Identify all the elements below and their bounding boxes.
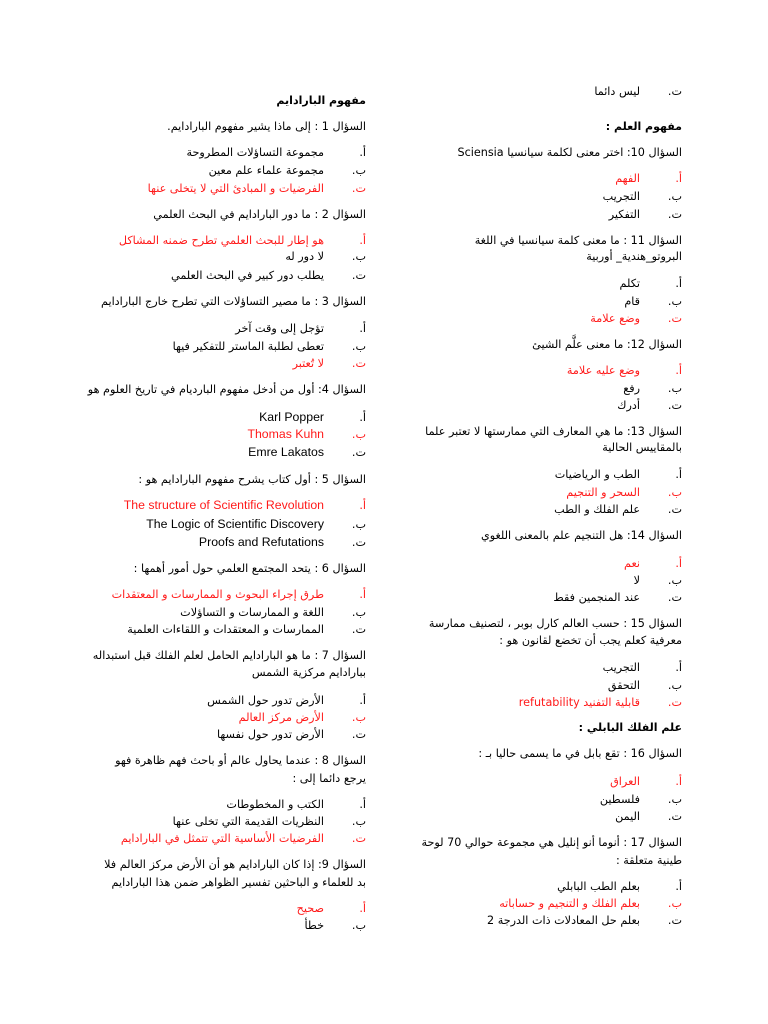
option-letter: أ.	[675, 880, 682, 893]
question-text: السؤال 17 : أنوما أنو إنليل هي مجموعة حوالي 70 لوحة	[421, 836, 682, 849]
answer-option-correct	[615, 171, 682, 186]
answer-option	[235, 321, 366, 336]
answer-option-correct	[499, 896, 682, 911]
answer-option	[285, 249, 366, 264]
answer-option-correct	[121, 831, 366, 846]
answer-option	[600, 792, 682, 807]
question-text: السؤال 9: إذا كان البارادايم هو أن الأرض مركز العالم فلا	[104, 858, 366, 871]
answer-option-correct	[293, 356, 366, 371]
option-letter: أ.	[675, 364, 682, 377]
question-text: السؤال 8 : عندما يحاول عالم أو باحث فهم ظاهرة فهو	[115, 754, 366, 767]
option-text: وضع عليه علامة	[566, 364, 640, 377]
option-letter: أ.	[675, 775, 682, 788]
option-letter: ب.	[351, 164, 366, 177]
option-text: لا تُعتبر	[292, 357, 324, 370]
option-text: Thomas Kuhn	[247, 427, 324, 441]
question-text: السؤال 5 : أول كتاب يشرح مفهوم البارادايم هو :	[138, 473, 366, 486]
option-text: مجموعة التساؤلات المطروحة	[186, 146, 324, 159]
answer-option	[608, 678, 682, 693]
option-text: مجموعة علماء علم معين	[208, 164, 324, 177]
option-letter: ب.	[667, 382, 682, 395]
option-letter: ت.	[667, 399, 682, 412]
option-text: التفكير	[608, 208, 640, 221]
question-text: البروتو_هندية_ أوربية	[586, 250, 682, 263]
answer-option	[259, 410, 366, 425]
option-letter: أ.	[675, 277, 682, 290]
option-letter: أ.	[359, 322, 366, 335]
answer-option-correct	[112, 587, 366, 602]
answer-option	[623, 381, 682, 396]
option-letter: أ.	[359, 234, 366, 247]
question-text: السؤال 12: ما معنى علَّم الشيئ	[532, 338, 682, 351]
option-letter: ب.	[351, 815, 366, 828]
option-text: الأرض تدور حول الشمس	[207, 694, 324, 707]
question-text: بد للعلماء و الباحثين تفسير الظواهر ضمن هذا البارادايم	[111, 876, 366, 889]
answer-option	[173, 339, 366, 354]
option-text: هو إطار للبحث العلمي تطرح ضمنه المشاكل	[118, 234, 324, 247]
answer-option	[594, 84, 682, 99]
option-letter: ب.	[667, 574, 682, 587]
option-text: ليس دائما	[594, 85, 640, 98]
option-letter: أ.	[359, 798, 366, 811]
option-text: بعلم الفلك و التنجيم و حساباته	[499, 897, 640, 910]
option-text: Emre Lakatos	[248, 445, 324, 459]
question-text: السؤال 15 : حسب العالم كارل بوبر ، لتصنيف ممارسة	[428, 617, 682, 630]
option-letter: ت.	[667, 503, 682, 516]
option-text: الأرض مركز العالم	[238, 711, 324, 724]
option-text: أدرك	[617, 399, 640, 412]
option-letter: ب.	[667, 679, 682, 692]
option-letter: ب.	[351, 606, 366, 619]
answer-option	[624, 294, 682, 309]
option-text: السحر و التنجيم	[566, 486, 640, 499]
option-text: نعم	[624, 557, 640, 570]
option-text: بعلم حل المعادلات ذات الدرجة 2	[487, 914, 640, 927]
option-letter: ت.	[667, 312, 682, 325]
option-letter: أ.	[359, 588, 366, 601]
option-text: قام	[624, 295, 640, 308]
option-text: خطأ	[304, 919, 324, 932]
option-text: يطلب دور كبير في البحث العلمي	[171, 269, 324, 282]
answer-option	[603, 189, 682, 204]
option-text: اللغة و الممارسات و التساؤلات	[180, 606, 324, 619]
answer-option	[304, 918, 366, 933]
answer-option	[171, 268, 366, 283]
answer-option-correct	[567, 363, 682, 378]
option-letter: ب.	[667, 897, 682, 910]
question-text: السؤال 3 : ما مصير التساؤلات التي تطرح خارج البارادايم	[101, 295, 366, 308]
question-text: السؤال 2 : ما دور البارادايم في البحث العلمي	[153, 208, 366, 221]
option-letter: أ.	[359, 694, 366, 707]
answer-option	[187, 145, 367, 160]
answer-option	[248, 445, 366, 460]
option-text: علم الفلك و الطب	[554, 503, 640, 516]
answer-option	[207, 693, 366, 708]
answer-option-correct	[247, 427, 366, 442]
option-letter: ت.	[667, 914, 682, 927]
option-letter: ب.	[667, 295, 682, 308]
option-letter: ب.	[667, 486, 682, 499]
option-letter: أ.	[675, 468, 682, 481]
answer-option	[553, 590, 682, 605]
option-text: The Logic of Scientific Discovery	[146, 517, 324, 531]
option-letter: ت.	[351, 832, 366, 845]
answer-option-correct	[610, 774, 682, 789]
answer-option	[226, 797, 366, 812]
option-letter: ب.	[667, 793, 682, 806]
option-text: الطب و الرياضيات	[554, 468, 640, 481]
answer-option-correct	[519, 695, 682, 710]
answer-option	[199, 535, 366, 550]
option-letter: ت.	[351, 357, 366, 370]
option-text: اليمن	[615, 810, 640, 823]
question-text: السؤال 14: هل التنجيم علم بالمعنى اللغوي	[480, 529, 682, 542]
option-letter: ت.	[351, 269, 366, 282]
question-text: السؤال 11 : ما معنى كلمة سيانسيا في اللغة	[474, 234, 682, 247]
option-letter: أ.	[359, 411, 366, 424]
option-letter: ت.	[351, 728, 366, 741]
question-text: طينية متعلقة :	[615, 854, 682, 867]
option-letter: ب.	[667, 190, 682, 203]
option-text: بعلم الطب البابلي	[557, 880, 640, 893]
answer-option	[620, 276, 682, 291]
option-letter: ب.	[351, 428, 366, 441]
option-text: فلسطين	[599, 793, 640, 806]
option-letter: ب.	[351, 250, 366, 263]
option-letter: ت.	[351, 536, 366, 549]
question-text: السؤال 6 : يتحد المجتمع العلمي حول أمور أهمها :	[133, 562, 366, 575]
option-letter: ت.	[351, 446, 366, 459]
option-text: الكتب و المخطوطات	[226, 798, 324, 811]
option-letter: ب.	[351, 919, 366, 932]
option-letter: ب.	[351, 711, 366, 724]
option-letter: أ.	[359, 499, 366, 512]
answer-option	[180, 605, 366, 620]
option-text: النظريات القديمة التي تخلى عنها	[172, 815, 324, 828]
option-text: الفرضيات الأساسية التي تتمثل في البارادايم	[120, 832, 324, 845]
option-text: وضع علامة	[590, 312, 640, 325]
option-text: تكلم	[619, 277, 640, 290]
option-text: الأرض تدور حول نفسها	[216, 728, 324, 741]
answer-option	[173, 814, 366, 829]
option-letter: ت.	[667, 85, 682, 98]
section-heading: مفهوم البارادايم	[276, 94, 366, 107]
option-text: لا	[633, 574, 640, 587]
answer-option-correct	[297, 901, 366, 916]
option-text: العراق	[610, 775, 640, 788]
option-text: عند المنجمين فقط	[553, 591, 640, 604]
option-letter: ت.	[351, 623, 366, 636]
option-letter: ب.	[351, 518, 366, 531]
question-text: السؤال 13: ما هي المعارف التي ممارستها لا تعتبر علما	[425, 425, 682, 438]
option-text: لا دور له	[285, 250, 324, 263]
option-letter: ت.	[667, 696, 682, 709]
option-letter: ب.	[351, 340, 366, 353]
option-letter: ت.	[667, 810, 682, 823]
answer-option	[127, 622, 366, 637]
question-text: السؤال 1 : إلى ماذا يشير مفهوم البارادايم.	[167, 120, 366, 133]
option-letter: ت.	[351, 182, 366, 195]
answer-option-correct	[590, 311, 682, 326]
question-text: السؤال 16 : تقع بابل في ما يسمى حاليا بـ :	[478, 747, 682, 760]
question-text: بالمقاييس الحالية	[602, 441, 682, 454]
option-letter: أ.	[359, 902, 366, 915]
answer-option	[634, 573, 682, 588]
answer-option	[557, 879, 682, 894]
answer-option	[555, 467, 682, 482]
question-text: ببارادايم مركزية الشمس	[251, 666, 366, 679]
option-text: الفرضيات و المبادئ التي لا يتخلى عنها	[147, 182, 324, 195]
option-text: صحيح	[296, 902, 324, 915]
option-text: الفهم	[615, 172, 640, 185]
option-text: Karl Popper	[259, 410, 324, 424]
option-text: الممارسات و المعتقدات و اللقاءات العلمية	[127, 623, 324, 636]
answer-option	[146, 517, 366, 532]
option-text: التحقق	[607, 679, 640, 692]
answer-option	[609, 207, 682, 222]
answer-option	[615, 809, 682, 824]
question-text: يرجع دائما إلى :	[292, 772, 366, 785]
answer-option	[487, 913, 682, 928]
option-letter: ت.	[667, 591, 682, 604]
question-text: معرفية كعلم يجب أن تخضع لقانون هو :	[499, 634, 682, 647]
option-text: تعطى لطلبة الماستر للتفكير فيها	[172, 340, 324, 353]
answer-option	[617, 398, 682, 413]
answer-option	[209, 163, 366, 178]
option-text: The structure of Scientific Revolution	[123, 498, 324, 512]
question-text: السؤال 4: أول من أدخل مفهوم البارديام في تاريخ العلوم هو	[87, 383, 366, 396]
answer-option-correct	[124, 498, 366, 513]
answer-option-correct	[119, 233, 366, 248]
option-text: طرق إجراء البحوث و الممارسات و المعتقدات	[111, 588, 324, 601]
answer-option-correct	[624, 556, 682, 571]
option-text: التجريب	[602, 661, 640, 674]
option-letter: أ.	[675, 557, 682, 570]
option-letter: أ.	[675, 172, 682, 185]
answer-option	[217, 727, 366, 742]
question-text: السؤال 10: اختر معنى لكلمة سيانسيا Sciensia	[457, 146, 682, 159]
section-heading: علم الفلك البابلي :	[578, 721, 682, 734]
answer-option	[554, 502, 682, 517]
option-text: قابلية التفنيد refutability	[518, 696, 640, 709]
option-text: التجريب	[602, 190, 640, 203]
answer-option	[603, 660, 682, 675]
option-letter: ت.	[667, 208, 682, 221]
question-text: السؤال 7 : ما هو البارادايم الحامل لعلم الفلك قبل استبداله	[92, 649, 366, 662]
answer-option-correct	[148, 181, 366, 196]
option-text: تؤجل إلى وقت آخر	[235, 322, 324, 335]
answer-option-correct	[566, 485, 682, 500]
section-heading: مفهوم العلم :	[605, 120, 682, 133]
option-letter: أ.	[675, 661, 682, 674]
option-letter: أ.	[359, 146, 366, 159]
option-text: رفع	[623, 382, 640, 395]
option-text: Proofs and Refutations	[198, 535, 324, 549]
answer-option-correct	[239, 710, 366, 725]
